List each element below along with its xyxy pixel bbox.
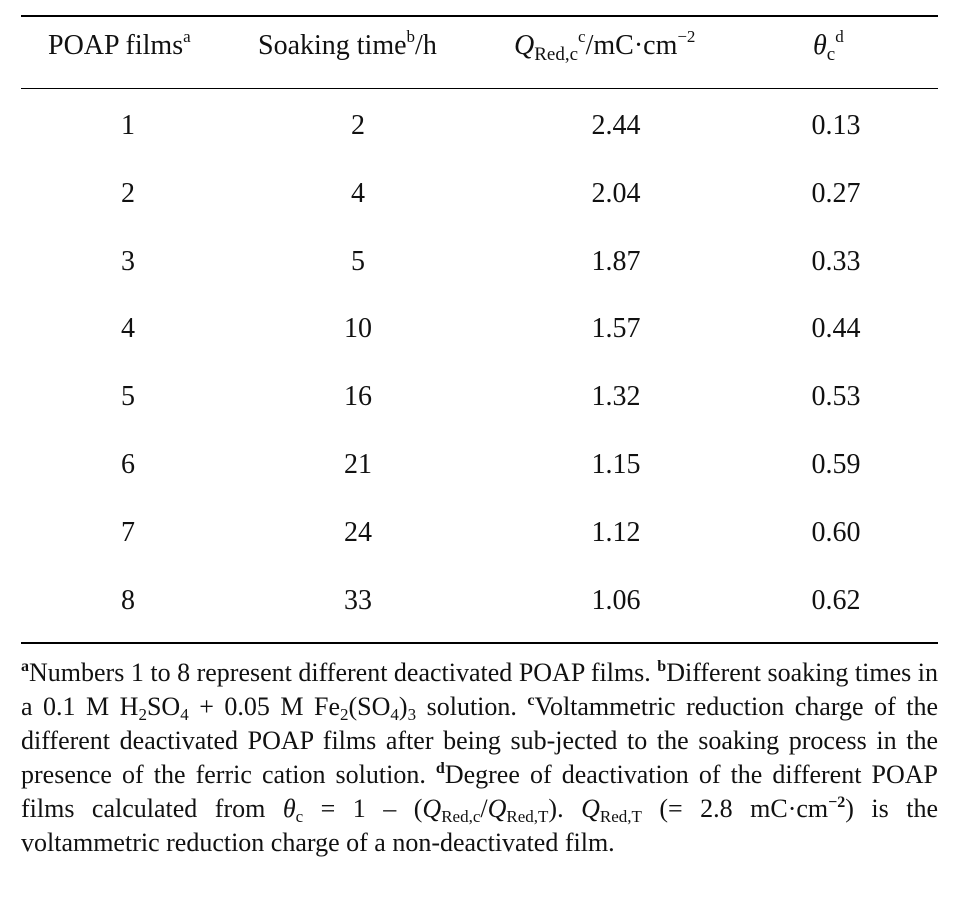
cell-film: 3 — [121, 245, 135, 277]
cell-theta: 0.33 — [811, 245, 861, 277]
table-row — [0, 96, 959, 164]
table-row — [0, 164, 959, 232]
cell-charge: 1.87 — [591, 245, 641, 277]
cell-film: 1 — [121, 110, 135, 141]
cell-film: 7 — [121, 516, 135, 548]
header-theta: $\theta_c^d$ — [813, 27, 844, 65]
table-row — [0, 299, 959, 367]
cell-time: 21 — [344, 448, 372, 480]
cell-film: 5 — [121, 381, 135, 413]
cell-charge: 2.04 — [591, 177, 641, 209]
cell-charge: 1.32 — [591, 381, 641, 413]
table-row — [0, 232, 959, 300]
footnote-b: $^b$Different soaking times in a 0.1 M $H_2SO_4 + 0.05$ M $Fe_2(SO_4)_3$ solution. — [21, 658, 938, 724]
cell-time: 33 — [344, 584, 372, 616]
cell-theta: 0.60 — [811, 516, 861, 548]
table-bottom-rule — [21, 642, 938, 644]
cell-time: 4 — [351, 177, 365, 209]
table-header-rule — [21, 88, 938, 89]
cell-film: 2 — [121, 177, 135, 209]
cell-time: 24 — [344, 516, 372, 548]
cell-charge: 1.06 — [591, 584, 641, 616]
footnote-c: $^c$Voltammetric reduction charge of the different deactivated POAP films after being sub-jected to the soaking process in the presence of the ferric cation solution. — [21, 692, 939, 789]
cell-theta: 0.44 — [811, 313, 861, 345]
cell-theta: 0.59 — [811, 448, 861, 480]
cell-charge: 1.12 — [591, 516, 641, 548]
cell-theta: 0.62 — [811, 584, 861, 616]
footnote-a: $^a$Numbers 1 to 8 represent different deactivated POAP films. — [21, 658, 651, 687]
table-row — [0, 503, 959, 571]
cell-charge: 1.57 — [591, 313, 641, 345]
cell-theta: 0.53 — [811, 381, 861, 413]
cell-theta: 0.27 — [811, 177, 861, 209]
cell-film: 6 — [121, 448, 135, 480]
table-row — [0, 435, 959, 503]
cell-charge: 1.15 — [591, 448, 641, 480]
cell-film: 8 — [121, 584, 135, 616]
cell-time: 10 — [344, 313, 372, 345]
cell-film: 4 — [121, 313, 135, 345]
cell-theta: 0.13 — [811, 110, 861, 141]
cell-charge: 2.44 — [591, 110, 641, 141]
table-top-rule — [21, 15, 938, 17]
table-footnotes — [21, 656, 938, 860]
header-reduction-charge: $Q_{Red,c}^c/mC\cdot cm^{-2}$ — [514, 27, 696, 65]
cell-time: 5 — [351, 245, 365, 277]
cell-time: 16 — [344, 381, 372, 413]
cell-time: 2 — [351, 110, 365, 141]
footnote-d: $^d$Degree of deactivation of the different POAP films calculated from $\theta_c = 1 - (Q_{Red,c}/Q_{Red,T})$. $Q_{Red,T}$ (= 2.8 $mC\cdot cm^{-2}$) is the voltammetric reduction charge of a non-deactivated film. — [21, 760, 939, 857]
header-soaking-time: Soaking time$^b$/h — [258, 27, 437, 61]
table-body — [0, 96, 959, 638]
table-row — [0, 367, 959, 435]
header-poap-films: POAP films$^a$ — [48, 27, 191, 61]
table-row — [0, 571, 959, 639]
